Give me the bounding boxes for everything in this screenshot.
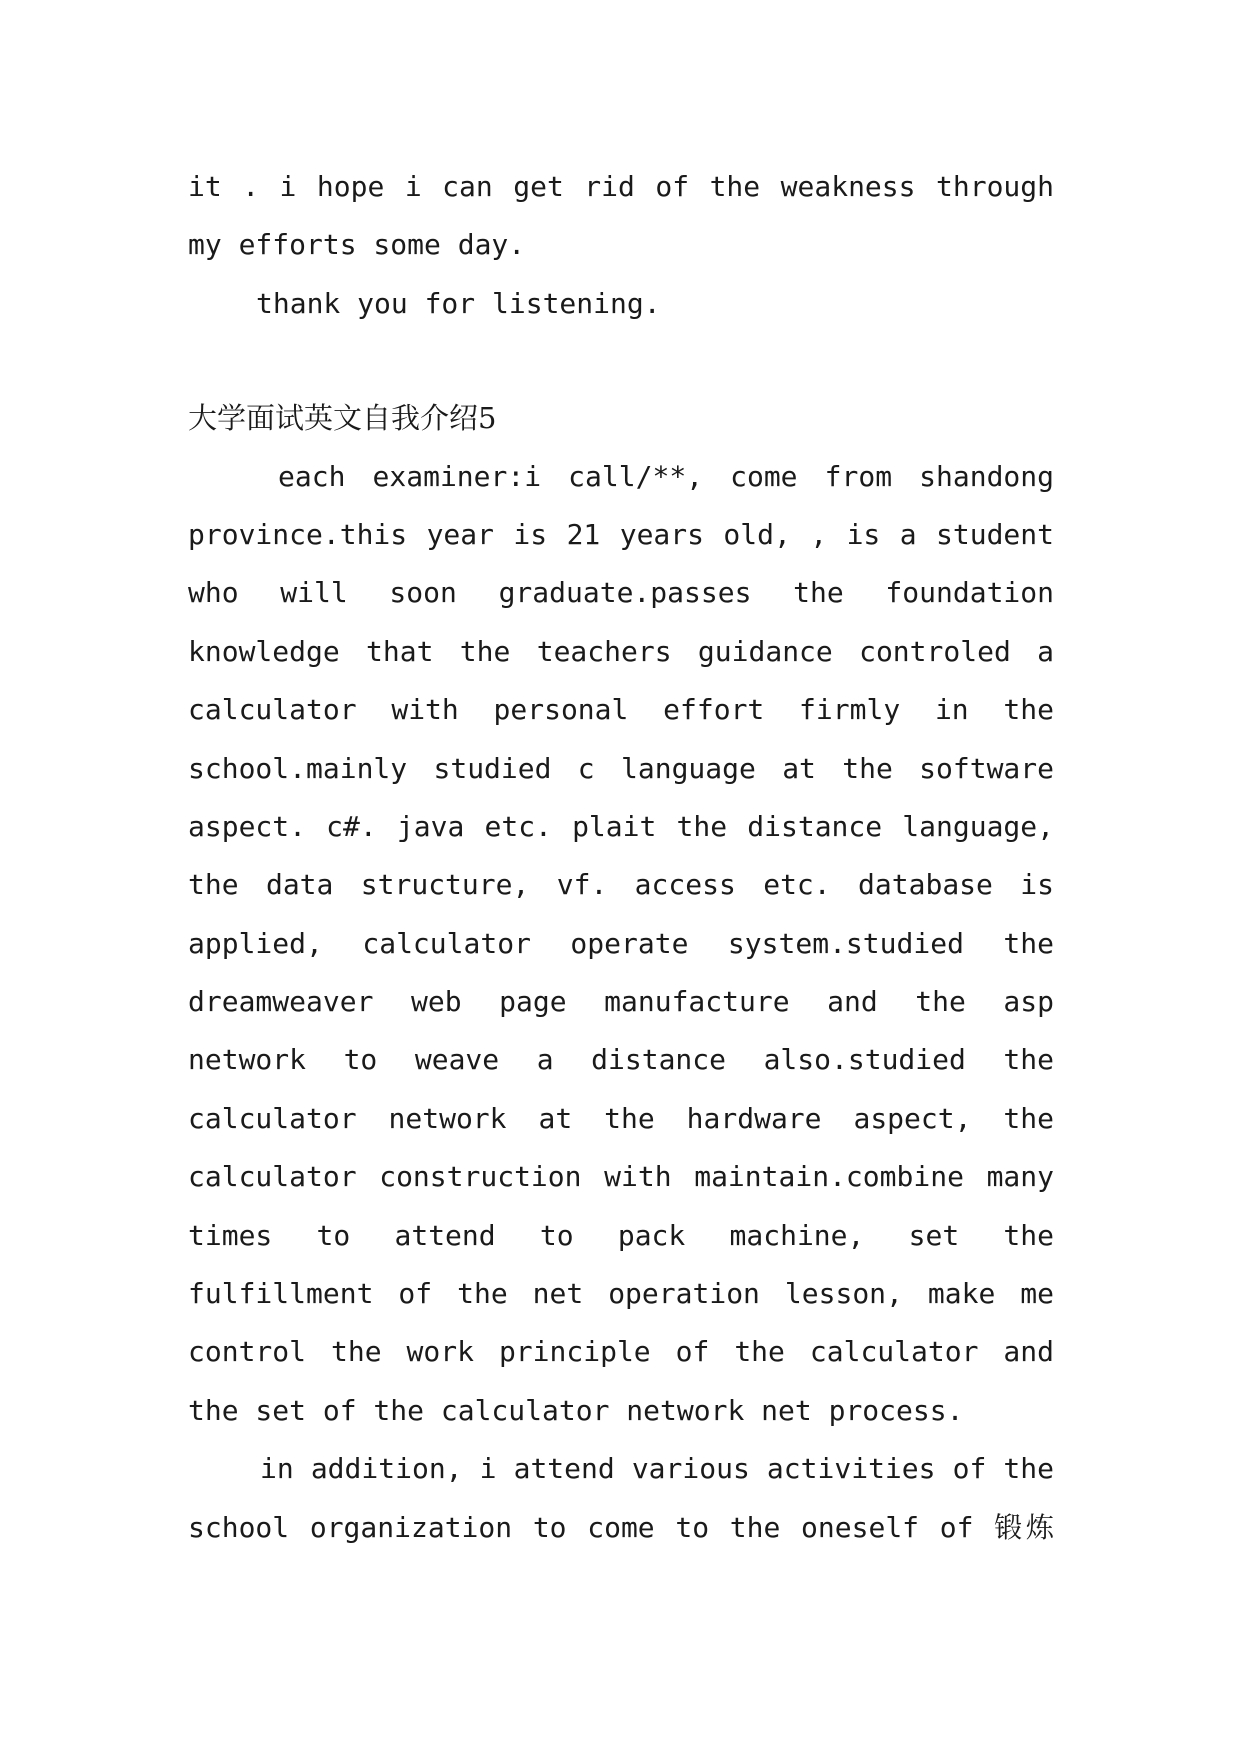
text-line: fulfillment of the net operation lesson, make me (188, 1277, 1054, 1311)
text-line: school organization to come to the oneself of 锻炼 (188, 1510, 1054, 1544)
text-line: calculator with personal effort firmly in the (188, 693, 1054, 727)
text-line: school.mainly studied c language at the software (188, 751, 1054, 785)
text-line: times to attend to pack machine, set the (188, 1218, 1054, 1252)
text-line: control the work principle of the calculator and (188, 1335, 1054, 1369)
text-line: it . i hope i can get rid of the weakness through (188, 170, 1054, 203)
text-line: dreamweaver web page manufacture and the asp (188, 985, 1054, 1019)
text-line: aspect. c#. java etc. plait the distance language, (188, 809, 1054, 843)
text-line: who will soon graduate.passes the foundation (188, 576, 1054, 610)
text-line: knowledge that the teachers guidance controled a (188, 634, 1054, 668)
text-line: the data structure, vf. access etc. database is (188, 868, 1054, 902)
text-line: in addition, i attend various activities of the (260, 1452, 1054, 1486)
text-line: province.this year is 21 years old, , is a student (188, 517, 1054, 551)
text-line: network to weave a distance also.studied the (188, 1043, 1054, 1077)
text-line: my efforts some day. (188, 228, 526, 262)
text-line: thank you for listening. (256, 286, 661, 320)
text-line: calculator construction with maintain.combine many (188, 1160, 1054, 1194)
section-heading: 大学面试英文自我介绍5 (188, 401, 497, 436)
text-line: calculator network at the hardware aspect, the (188, 1101, 1054, 1135)
text-line: applied, calculator operate system.studied the (188, 926, 1054, 960)
document-page (188, 158, 1054, 1557)
text-line: each examiner:i call/**, come from shandong (278, 459, 1054, 493)
text-line: the set of the calculator network net process. (188, 1393, 964, 1427)
